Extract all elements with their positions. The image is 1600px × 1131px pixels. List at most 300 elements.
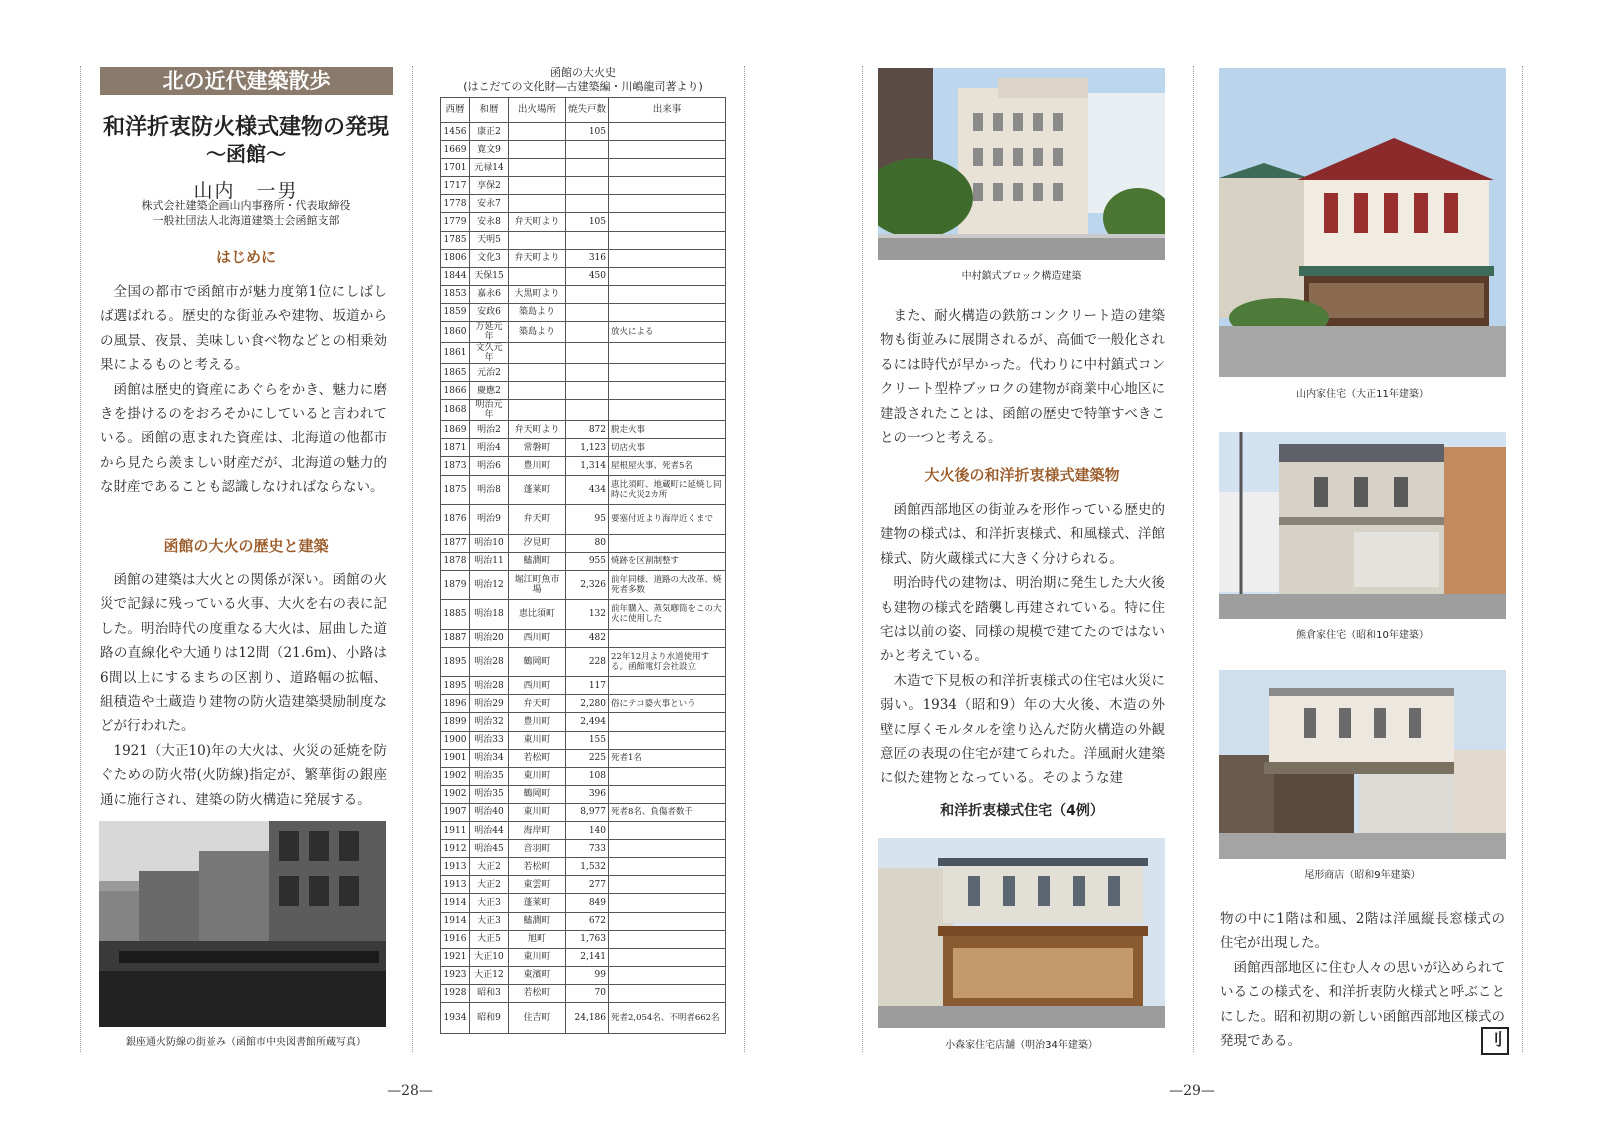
- table-cell: 132: [566, 600, 609, 630]
- table-row: [441, 1002, 726, 1033]
- table-row: [441, 439, 726, 457]
- table-cell: 大正10: [470, 948, 509, 966]
- table-cell: 1861: [441, 343, 470, 364]
- table-row: [441, 858, 726, 876]
- paragraph: 函館西部地区に住む人々の思いが込められているこの様式を、和洋折衷防火様式と呼ぶことにした。昭和初期の新しい函館西部地区様式の発現である。: [1220, 959, 1505, 1050]
- table-cell: 明治44: [470, 822, 509, 840]
- table-row: [441, 647, 726, 677]
- table-cell: 396: [566, 785, 609, 803]
- table-cell: 108: [566, 767, 609, 785]
- table-cell: 1717: [441, 177, 470, 195]
- table-cell: 大正2: [470, 876, 509, 894]
- table-cell: 1916: [441, 930, 470, 948]
- table-cell: 155: [566, 731, 609, 749]
- table-cell: 死者1名: [609, 749, 726, 767]
- table-cell: 東川町: [509, 948, 566, 966]
- fire-history-text: [100, 568, 387, 812]
- table-cell: 蓬莱町: [509, 894, 566, 912]
- table-cell: [509, 343, 566, 364]
- table-cell: 文化3: [470, 249, 509, 267]
- table-cell: 1669: [441, 141, 470, 159]
- paragraph: 明治時代の建物は、明治期に発生した大火後も建物の様式を踏襲し再建されている。特に住宅は以前の姿、同様の規模で建てたのではないかと考えている。: [880, 575, 1165, 665]
- column-header: 出火場所: [509, 98, 566, 123]
- komori-caption: 小森家住宅店舗（明治34年建築）: [945, 1040, 1098, 1051]
- table-cell: 前年同様、道路の大改革、焼死者多数: [609, 570, 726, 600]
- table-cell: 弁天町: [509, 695, 566, 713]
- table-row: [441, 400, 726, 421]
- table-cell: [609, 966, 726, 984]
- table-cell: 1878: [441, 552, 470, 570]
- kumakura-house-photo: [1219, 432, 1506, 619]
- author-name: 山内 一男: [193, 180, 299, 202]
- table-cell: [566, 231, 609, 249]
- ogata-store-photo: [1219, 670, 1506, 859]
- table-cell: 1901: [441, 749, 470, 767]
- paragraph: 函館は歴史的資産にあぐらをかき、魅力に磨きを掛けるのをおろそかにしていると言われている。函館の恵まれた資産は、北海道の他都市から見たら羨ましい財産だが、北海道の魅力的な財産であることも認識しなければならない。: [100, 381, 387, 496]
- table-cell: 東川町: [509, 767, 566, 785]
- table-cell: 1913: [441, 876, 470, 894]
- page-number-left: —28—: [387, 1083, 433, 1099]
- column-header: 焼失戸数: [566, 98, 609, 123]
- table-cell: 明治35: [470, 785, 509, 803]
- yamauchi-house-illustration: [1219, 68, 1506, 377]
- table-cell: 1912: [441, 840, 470, 858]
- table-cell: 1869: [441, 421, 470, 439]
- table-row: [441, 822, 726, 840]
- table-cell: [609, 677, 726, 695]
- table-cell: 焼跡を区割制整す: [609, 552, 726, 570]
- table-cell: 1701: [441, 159, 470, 177]
- table-cell: [609, 534, 726, 552]
- table-cell: 1866: [441, 382, 470, 400]
- table-cell: 放火による: [609, 322, 726, 343]
- table-cell: [609, 840, 726, 858]
- fire-table-title: [440, 66, 726, 94]
- table-row: [441, 677, 726, 695]
- table-cell: [566, 159, 609, 177]
- table-cell: 1928: [441, 984, 470, 1002]
- table-cell: 117: [566, 677, 609, 695]
- heading-after-fire: 大火後の和洋折衷様式建築物: [924, 466, 1120, 484]
- table-cell: 明治28: [470, 677, 509, 695]
- table-row: [441, 785, 726, 803]
- table-row: [441, 552, 726, 570]
- table-cell: 大正12: [470, 966, 509, 984]
- table-cell: [566, 177, 609, 195]
- table-cell: [566, 400, 609, 421]
- table-cell: 大正2: [470, 858, 509, 876]
- table-cell: [609, 159, 726, 177]
- table-cell: 東川町: [509, 731, 566, 749]
- table-cell: [566, 303, 609, 321]
- intro-text: [100, 280, 387, 500]
- table-cell: [609, 984, 726, 1002]
- table-cell: 若松町: [509, 858, 566, 876]
- table-row: [441, 213, 726, 231]
- table-cell: 明治40: [470, 803, 509, 821]
- table-cell: 1902: [441, 767, 470, 785]
- table-cell: 1873: [441, 457, 470, 475]
- table-row: [441, 364, 726, 382]
- table-cell: 1914: [441, 912, 470, 930]
- table-cell: 嘉永6: [470, 285, 509, 303]
- table-cell: [609, 231, 726, 249]
- table-cell: 1,763: [566, 930, 609, 948]
- table-cell: [609, 343, 726, 364]
- table-cell: [509, 267, 566, 285]
- table-cell: 慶應2: [470, 382, 509, 400]
- heading-introduction: はじめに: [215, 248, 276, 266]
- table-cell: 1778: [441, 195, 470, 213]
- table-cell: [609, 249, 726, 267]
- paragraph: 物の中に1階は和風、2階は洋風縦長窓様式の住宅が出現した。: [1220, 911, 1505, 952]
- table-cell: 1913: [441, 858, 470, 876]
- nakamura-building-illustration: [878, 68, 1165, 260]
- table-cell: [509, 141, 566, 159]
- table-cell: 1785: [441, 231, 470, 249]
- table-cell: 228: [566, 647, 609, 677]
- table-cell: 明治元年: [470, 400, 509, 421]
- kumakura-house-illustration: [1219, 432, 1506, 619]
- table-row: [441, 876, 726, 894]
- table-row: [441, 948, 726, 966]
- table-cell: 2,326: [566, 570, 609, 600]
- table-cell: 1887: [441, 629, 470, 647]
- table-cell: [609, 930, 726, 948]
- table-cell: 22年12月より水道使用する。函館電灯会社設立: [609, 647, 726, 677]
- table-cell: 蓬莱町: [509, 475, 566, 505]
- table-cell: 安永7: [470, 195, 509, 213]
- table-cell: 明治20: [470, 629, 509, 647]
- table-cell: 弁天町より: [509, 249, 566, 267]
- table-row: [441, 195, 726, 213]
- table-row: [441, 457, 726, 475]
- table-cell: [609, 948, 726, 966]
- table-cell: [509, 177, 566, 195]
- column-rule: [1522, 66, 1523, 1052]
- table-row: [441, 382, 726, 400]
- table-cell: [609, 285, 726, 303]
- table-row: [441, 123, 726, 141]
- table-cell: 1879: [441, 570, 470, 600]
- table-cell: 元治2: [470, 364, 509, 382]
- table-cell: 1877: [441, 534, 470, 552]
- ginza-street-photo: [99, 821, 386, 1027]
- table-cell: 434: [566, 475, 609, 505]
- table-cell: 死者2,054名、不明者662名: [609, 1002, 726, 1033]
- table-cell: 明治2: [470, 421, 509, 439]
- table-cell: 堀江町魚市場: [509, 570, 566, 600]
- table-cell: 弁天町: [509, 505, 566, 535]
- table-row: [441, 249, 726, 267]
- table-cell: 明治12: [470, 570, 509, 600]
- table-cell: 若松町: [509, 749, 566, 767]
- paragraph: 1921（大正10)年の大火は、火災の延焼を防ぐための防火帯(火防線)指定が、繁華街の銀座通に施行され、建築の防火構造に発展する。: [100, 742, 387, 808]
- table-cell: 1907: [441, 803, 470, 821]
- table-row: [441, 285, 726, 303]
- fire-table-source: (はこだての文化財―古建築編・川嶋龍司著より): [463, 80, 703, 93]
- table-cell: 汐見町: [509, 534, 566, 552]
- table-row: [441, 534, 726, 552]
- table-cell: 105: [566, 213, 609, 231]
- table-cell: 1806: [441, 249, 470, 267]
- table-cell: 1876: [441, 505, 470, 535]
- table-cell: [609, 400, 726, 421]
- table-cell: 東濱町: [509, 966, 566, 984]
- table-cell: 明治34: [470, 749, 509, 767]
- table-cell: 1875: [441, 475, 470, 505]
- table-cell: [609, 731, 726, 749]
- table-cell: 元禄14: [470, 159, 509, 177]
- table-cell: 俗にテコ婆火事という: [609, 695, 726, 713]
- table-cell: 明治6: [470, 457, 509, 475]
- table-cell: 昭和9: [470, 1002, 509, 1033]
- paragraph: 函館西部地区の街並みを形作っている歴史的建物の様式は、和洋折衷様式、和風様式、洋館様式、防火蔵様式に大きく分けられる。: [880, 502, 1165, 567]
- end-mark-icon: 刂: [1481, 1027, 1509, 1055]
- table-cell: [609, 894, 726, 912]
- table-cell: 脱走火事: [609, 421, 726, 439]
- table-cell: [566, 322, 609, 343]
- table-cell: [609, 858, 726, 876]
- table-row: [441, 267, 726, 285]
- table-cell: 105: [566, 123, 609, 141]
- article-subtitle: 〜函館〜: [206, 142, 286, 166]
- table-row: [441, 749, 726, 767]
- table-row: [441, 912, 726, 930]
- table-cell: 東川町: [509, 803, 566, 821]
- table-cell: [566, 382, 609, 400]
- table-cell: 切店火事: [609, 439, 726, 457]
- column-rule: [412, 66, 413, 1052]
- nakamura-caption: 中村鎮式ブロック構造建築: [961, 271, 1082, 282]
- table-cell: 672: [566, 912, 609, 930]
- table-cell: [609, 629, 726, 647]
- table-cell: 24,186: [566, 1002, 609, 1033]
- table-cell: 2,494: [566, 713, 609, 731]
- table-cell: 鶴岡町: [509, 785, 566, 803]
- table-cell: [566, 141, 609, 159]
- table-cell: [609, 912, 726, 930]
- table-cell: [509, 231, 566, 249]
- table-cell: 明治11: [470, 552, 509, 570]
- table-cell: 大正5: [470, 930, 509, 948]
- table-cell: 1923: [441, 966, 470, 984]
- affiliation-line: 株式会社建築企画山内事務所・代表取締役: [141, 199, 351, 212]
- table-row: [441, 894, 726, 912]
- table-cell: 康正2: [470, 123, 509, 141]
- column-rule: [862, 66, 863, 1052]
- table-row: [441, 803, 726, 821]
- table-cell: [509, 195, 566, 213]
- table-cell: 明治18: [470, 600, 509, 630]
- table-cell: 弁天町より: [509, 213, 566, 231]
- series-banner: 北の近代建築散歩: [100, 67, 393, 95]
- table-cell: 1902: [441, 785, 470, 803]
- table-row: [441, 570, 726, 600]
- table-cell: 明治28: [470, 647, 509, 677]
- table-cell: 2,141: [566, 948, 609, 966]
- paragraph: 函館の建築は大火との関係が深い。函館の火災で記録に残っている火事、大火を右の表に記した。明治時代の度重なる大火は、屈曲した道路の直線化や大通りは12間（21.6m)、小路は6間以上にするまちの区割り、道路幅の拡幅、組積造や土蔵造り建物の防火造建築奨励制度などが行われた。: [100, 572, 387, 735]
- yamauchi-house-photo: [1219, 68, 1506, 377]
- table-row: [441, 505, 726, 535]
- table-cell: 西川町: [509, 677, 566, 695]
- table-cell: 1896: [441, 695, 470, 713]
- table-cell: [609, 195, 726, 213]
- table-row: [441, 713, 726, 731]
- article-title: 和洋折衷防火様式建物の発現: [102, 114, 389, 140]
- table-cell: 1860: [441, 322, 470, 343]
- table-cell: 屋根屋火事、死者5名: [609, 457, 726, 475]
- table-cell: 築島より: [509, 322, 566, 343]
- table-row: [441, 177, 726, 195]
- table-cell: [509, 159, 566, 177]
- table-cell: 明治45: [470, 840, 509, 858]
- komori-house-photo: [878, 838, 1165, 1028]
- table-cell: 明治9: [470, 505, 509, 535]
- table-cell: 明治29: [470, 695, 509, 713]
- table-row: [441, 930, 726, 948]
- table-cell: 1871: [441, 439, 470, 457]
- table-cell: 1,532: [566, 858, 609, 876]
- table-cell: 大正3: [470, 912, 509, 930]
- table-cell: 225: [566, 749, 609, 767]
- table-cell: [566, 343, 609, 364]
- table-cell: 西川町: [509, 629, 566, 647]
- table-cell: [566, 364, 609, 382]
- table-cell: [609, 876, 726, 894]
- table-cell: 1,123: [566, 439, 609, 457]
- table-cell: 1899: [441, 713, 470, 731]
- examples-heading: 和洋折衷様式住宅（4例）: [940, 803, 1104, 819]
- table-cell: 常磐町: [509, 439, 566, 457]
- table-cell: [609, 303, 726, 321]
- table-cell: 明治33: [470, 731, 509, 749]
- table-cell: 872: [566, 421, 609, 439]
- ginza-photo-caption: 銀座通火防線の街並み（函館市中央図書館所蔵写真）: [126, 1037, 366, 1048]
- table-cell: 音羽町: [509, 840, 566, 858]
- table-cell: [566, 195, 609, 213]
- table-cell: 豊川町: [509, 457, 566, 475]
- paragraph: 全国の都市で函館市が魅力度第1位にしばしば選ばれる。歴史的な街並みや建物、坂道からの風景、夜景、美味しい食べ物などとの相乗効果によるものと考える。: [100, 284, 387, 374]
- table-cell: 明治35: [470, 767, 509, 785]
- table-cell: 1779: [441, 213, 470, 231]
- table-cell: 旭町: [509, 930, 566, 948]
- table-cell: 昭和3: [470, 984, 509, 1002]
- table-cell: [609, 767, 726, 785]
- table-cell: 316: [566, 249, 609, 267]
- table-cell: [609, 213, 726, 231]
- author-affiliations: [88, 198, 404, 228]
- table-cell: [509, 364, 566, 382]
- table-row: [441, 343, 726, 364]
- table-cell: 1934: [441, 1002, 470, 1033]
- table-cell: 住吉町: [509, 1002, 566, 1033]
- table-cell: 大黒町より: [509, 285, 566, 303]
- column-rule: [80, 66, 81, 1052]
- table-cell: 安政6: [470, 303, 509, 321]
- table-cell: [609, 177, 726, 195]
- table-cell: 1868: [441, 400, 470, 421]
- table-row: [441, 840, 726, 858]
- table-cell: 1911: [441, 822, 470, 840]
- table-cell: [609, 822, 726, 840]
- table-cell: [509, 123, 566, 141]
- column-header: 出来事: [609, 98, 726, 123]
- column-header: 西暦: [441, 98, 470, 123]
- table-row: [441, 767, 726, 785]
- table-cell: 万延元年: [470, 322, 509, 343]
- table-cell: [609, 382, 726, 400]
- table-row: [441, 303, 726, 321]
- fire-table-heading: 函館の大火史: [550, 66, 616, 79]
- table-cell: 天明5: [470, 231, 509, 249]
- table-cell: 8,977: [566, 803, 609, 821]
- table-cell: 明治4: [470, 439, 509, 457]
- ginza-street-illustration: [99, 821, 386, 1027]
- after-fire-text: [880, 498, 1165, 791]
- heading-fire-history: 函館の大火の歴史と建築: [163, 537, 329, 555]
- table-cell: 要塞付近より海岸近くまで: [609, 505, 726, 535]
- column-header: 和暦: [470, 98, 509, 123]
- table-row: [441, 322, 726, 343]
- paragraph: また、耐火構造の鉄筋コンクリート造の建築物も街並みに展開されるが、高価で一般化されるには時代が早かった。代わりに中村鎮式コンクリート型枠ブッロクの建物が商業中心地区に建設されたことは、函館の歴史で特筆すべきことの一つと考える。: [880, 308, 1165, 447]
- table-cell: 鰪澗町: [509, 912, 566, 930]
- ogata-caption: 尾形商店（昭和9年建築）: [1304, 870, 1421, 881]
- table-cell: 2,280: [566, 695, 609, 713]
- table-cell: 1895: [441, 677, 470, 695]
- table-cell: [609, 713, 726, 731]
- table-cell: 大正3: [470, 894, 509, 912]
- table-cell: [609, 785, 726, 803]
- affiliation-line: 一般社団法人北海道建築士会函館支部: [152, 214, 340, 227]
- table-cell: 1859: [441, 303, 470, 321]
- table-cell: 99: [566, 966, 609, 984]
- table-cell: 1844: [441, 267, 470, 285]
- table-cell: 享保2: [470, 177, 509, 195]
- table-cell: 1900: [441, 731, 470, 749]
- table-row: [441, 421, 726, 439]
- table-cell: 1895: [441, 647, 470, 677]
- table-cell: [609, 123, 726, 141]
- table-cell: 弁天町より: [509, 421, 566, 439]
- table-row: [441, 141, 726, 159]
- table-cell: [509, 382, 566, 400]
- paragraph: 木造で下見板の和洋折衷様式の住宅は火災に弱い。1934（昭和9）年の大火後、木造の外壁に厚くモルタルを塗り込んだ防火構造の外観意匠の表現の住宅が建てられた。洋風耐火建築に似た建物となっている。そのような建: [880, 672, 1165, 787]
- table-row: [441, 231, 726, 249]
- page-number-right: —29—: [1169, 1083, 1215, 1099]
- table-cell: 鰪澗町: [509, 552, 566, 570]
- table-cell: 明治10: [470, 534, 509, 552]
- concrete-text: [880, 304, 1165, 450]
- table-cell: [566, 285, 609, 303]
- table-row: [441, 600, 726, 630]
- table-cell: 733: [566, 840, 609, 858]
- nakamura-building-photo: [878, 68, 1165, 260]
- table-cell: 95: [566, 505, 609, 535]
- table-cell: [509, 400, 566, 421]
- table-cell: 築島より: [509, 303, 566, 321]
- table-cell: 東雲町: [509, 876, 566, 894]
- fire-history-table: [440, 97, 726, 1034]
- table-row: [441, 966, 726, 984]
- table-cell: 明治8: [470, 475, 509, 505]
- table-cell: 豊川町: [509, 713, 566, 731]
- table-cell: 1865: [441, 364, 470, 382]
- table-cell: 寛文9: [470, 141, 509, 159]
- table-cell: 恵比須町、地蔵町に延焼し同時に火災2カ所: [609, 475, 726, 505]
- table-cell: 450: [566, 267, 609, 285]
- table-row: [441, 731, 726, 749]
